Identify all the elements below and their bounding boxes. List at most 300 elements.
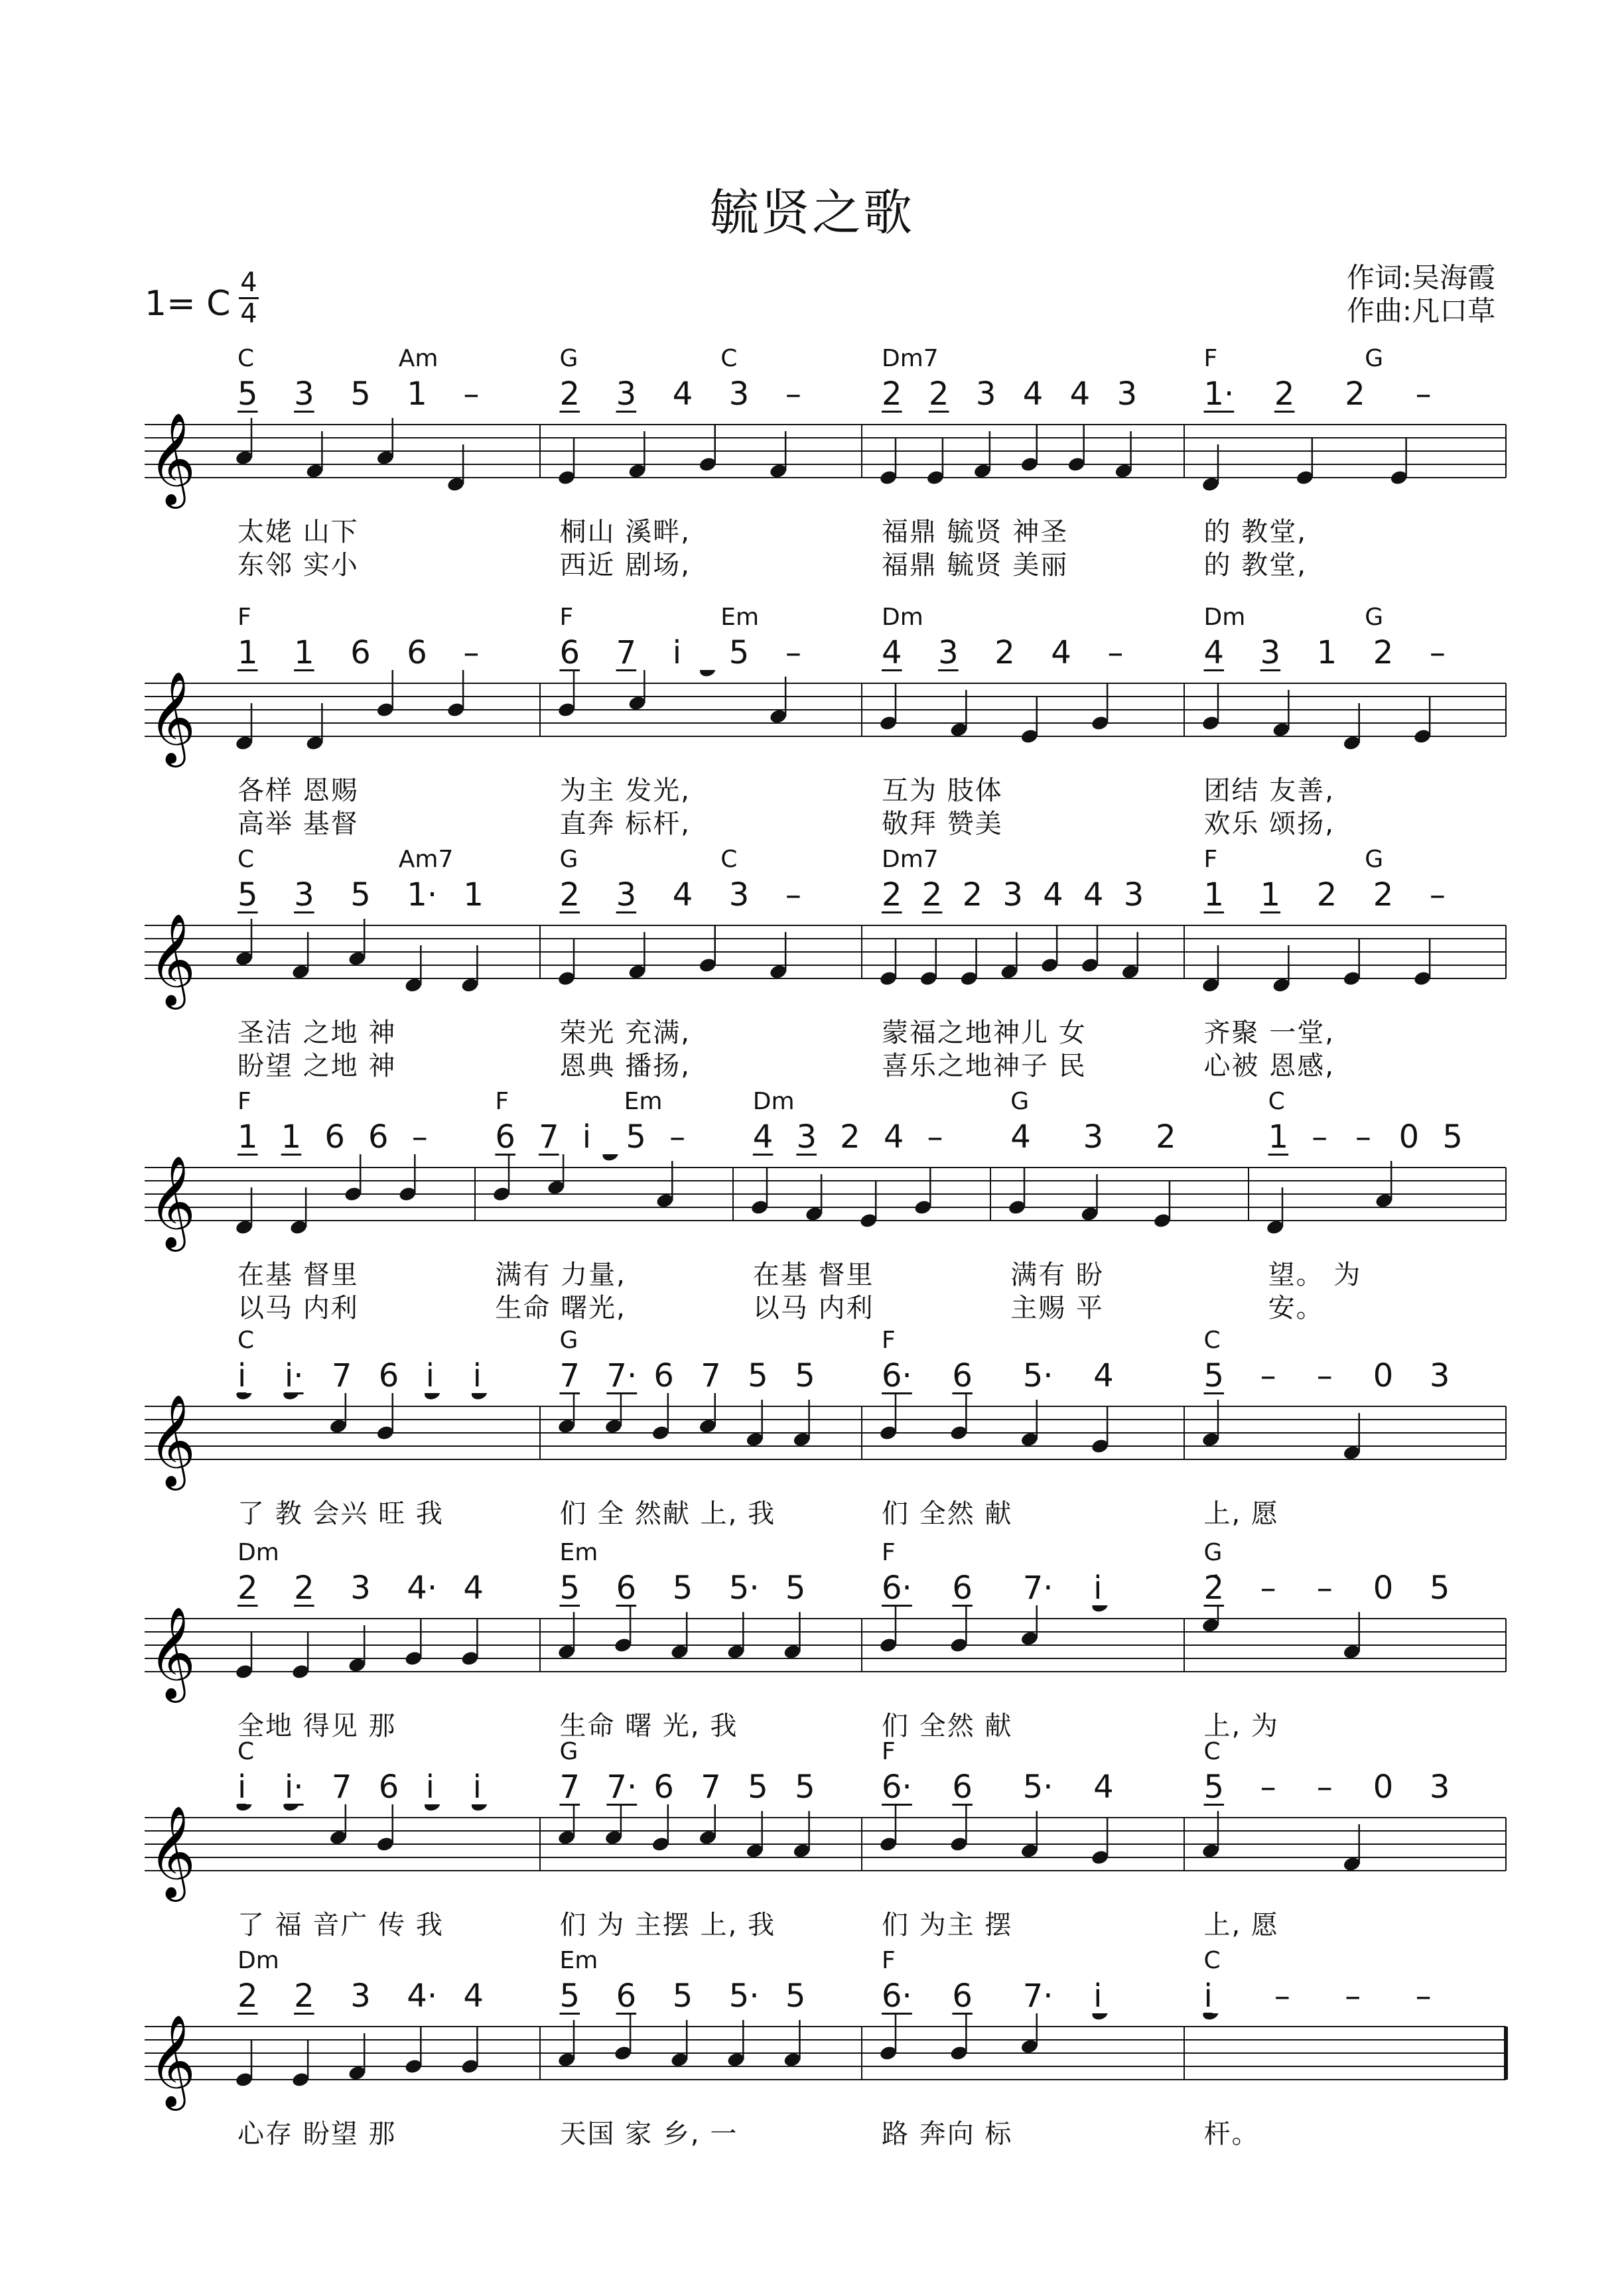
- jianpu-note: 6: [616, 1570, 637, 1607]
- jianpu-note: –: [1429, 876, 1446, 913]
- time-signature-bottom: 4: [239, 297, 259, 328]
- chord-row: [540, 1327, 862, 1356]
- staff-notes: [990, 1154, 1248, 1254]
- lyrics-verse-2: [990, 1287, 1248, 1323]
- jianpu-note: 4·: [407, 1977, 438, 2015]
- lyrics-verse-1: [1249, 1254, 1506, 1290]
- bar-line: [1504, 1605, 1508, 1705]
- lyric-text: 福鼎 毓贤 美丽: [882, 550, 1069, 580]
- chord-row: [1184, 1327, 1507, 1356]
- jianpu-note: 5·: [728, 1977, 760, 2015]
- jianpu-note: 7: [331, 1357, 352, 1394]
- jianpu-note: 2: [1373, 876, 1394, 913]
- jianpu-note: 3: [975, 375, 996, 413]
- measure: [540, 345, 862, 580]
- lyric-text: 荣光 充满,: [559, 1018, 691, 1048]
- jianpu-note: 6: [559, 634, 580, 671]
- time-signature: [239, 268, 259, 328]
- jianpu-note: –: [411, 1118, 428, 1156]
- lyrics-verse-2: [862, 803, 1184, 839]
- staff-notes: [540, 2013, 862, 2113]
- chord-symbol: Em: [559, 1539, 598, 1566]
- jianpu-note: i: [425, 1357, 435, 1394]
- lyric-text: 以马 内利: [237, 1293, 359, 1323]
- jianpu-note: 2: [1373, 634, 1394, 671]
- note-head: [1201, 2013, 1220, 2022]
- measure: [1184, 1327, 1507, 1546]
- chord-row: [540, 345, 862, 374]
- lyrics-verse-1: [1184, 1012, 1507, 1048]
- jianpu-note: 6: [952, 1570, 973, 1607]
- jianpu-row: [1184, 1570, 1507, 1609]
- chord-symbol: C: [720, 846, 738, 873]
- chord-row: [1249, 1088, 1506, 1117]
- jianpu-note: 4: [1051, 634, 1071, 671]
- jianpu-note: –: [1429, 634, 1446, 671]
- staff-notes: [540, 1804, 862, 1904]
- measure: [540, 604, 862, 839]
- lyrics-verse-1: [1184, 770, 1507, 806]
- lyrics-verse-2: [475, 1287, 732, 1323]
- jianpu-note: 3: [294, 876, 314, 913]
- lyric-text: 团结 友善,: [1203, 775, 1335, 806]
- lyric-text: 上, 愿: [1203, 1499, 1279, 1529]
- measure: [862, 1327, 1184, 1546]
- staff-notes: [862, 411, 1184, 511]
- jianpu-note: –: [463, 375, 480, 413]
- score-system: [0, 846, 1624, 1081]
- chord-symbol: Em: [559, 1947, 598, 1974]
- lyric-text: 满有 盼: [1010, 1260, 1104, 1290]
- note-head: [235, 1393, 254, 1402]
- chord-row: [1184, 1738, 1507, 1767]
- bar-line: [1504, 912, 1508, 1012]
- jianpu-note: 3: [350, 1570, 371, 1607]
- jianpu-note: 6·: [882, 1357, 912, 1394]
- chord-symbol: F: [1203, 345, 1218, 372]
- jianpu-row: [475, 1118, 732, 1158]
- jianpu-note: –: [1415, 375, 1432, 413]
- jianpu-note: 7: [539, 1118, 559, 1156]
- jianpu-note: 3: [1083, 1118, 1104, 1156]
- measure: [1249, 1088, 1506, 1323]
- jianpu-note: 6: [952, 1357, 973, 1394]
- chord-symbol: G: [1203, 1539, 1223, 1566]
- lyrics-verse-1: [733, 1254, 990, 1290]
- jianpu-note: 7·: [606, 1357, 638, 1394]
- jianpu-note: 6: [653, 1769, 674, 1806]
- jianpu-note: –: [463, 634, 480, 671]
- chord-symbol: F: [237, 1088, 251, 1115]
- chord-symbol: Am: [398, 345, 439, 372]
- measure: [540, 1327, 862, 1546]
- jianpu-note: 2: [1316, 876, 1337, 913]
- jianpu-note: 2: [559, 375, 580, 413]
- jianpu-row: [862, 1977, 1184, 2017]
- chord-row: [1184, 1947, 1507, 1976]
- chord-symbol: Dm: [752, 1088, 795, 1115]
- staff-notes: [540, 1605, 862, 1705]
- jianpu-note: 7: [331, 1769, 352, 1806]
- chord-row: [862, 345, 1184, 374]
- chord-row: [862, 1947, 1184, 1976]
- lyric-text: 东邻 实小: [237, 550, 359, 580]
- measure: [862, 345, 1184, 580]
- chord-symbol: F: [882, 1947, 896, 1974]
- jianpu-note: 2: [237, 1977, 258, 2015]
- jianpu-note: 4: [752, 1118, 774, 1156]
- jianpu-note: 6: [495, 1118, 515, 1156]
- measure: [1184, 345, 1507, 580]
- lyric-text: 了 教 会兴 旺 我: [237, 1499, 444, 1529]
- staff-notes: [862, 912, 1184, 1012]
- jianpu-note: 5: [1429, 1570, 1450, 1607]
- chord-row: [862, 846, 1184, 875]
- chord-symbol: F: [1203, 846, 1218, 873]
- lyric-text: 心被 恩感,: [1203, 1051, 1335, 1081]
- jianpu-note: 5: [1203, 1357, 1225, 1394]
- lyric-text: 望。 为: [1268, 1260, 1362, 1290]
- key-signature: 1= C: [145, 284, 231, 324]
- chord-row: [862, 1738, 1184, 1767]
- chord-row: [218, 345, 540, 374]
- lyrics-verse-1: [990, 1254, 1248, 1290]
- lyrics-verse-2: [862, 544, 1184, 580]
- jianpu-note: 7·: [1022, 1570, 1053, 1607]
- jianpu-note: i: [425, 1769, 435, 1806]
- jianpu-note: 4: [1022, 375, 1044, 413]
- chord-row: [218, 846, 540, 875]
- jianpu-row: [1184, 1769, 1507, 1808]
- jianpu-note: 5: [559, 1570, 580, 1607]
- staff-notes: [1184, 1393, 1506, 1493]
- jianpu-row: [1184, 1977, 1507, 2017]
- jianpu-row: [862, 1357, 1184, 1397]
- jianpu-note: i: [1093, 1977, 1103, 2015]
- measure: [218, 1738, 540, 1957]
- jianpu-row: [990, 1118, 1248, 1158]
- lyric-text: 的 教堂,: [1203, 550, 1307, 580]
- jianpu-note: 3: [350, 1977, 371, 2015]
- lyric-text: 以马 内利: [752, 1293, 874, 1323]
- measure: [218, 1088, 475, 1323]
- treble-clef-icon: 𝄞: [149, 1806, 196, 1898]
- staff-notes: [218, 2013, 539, 2113]
- score-system: [0, 1539, 1624, 1758]
- lyrics-verse-2: [1184, 803, 1507, 839]
- staff-notes: [1184, 2013, 1506, 2113]
- jianpu-note: 0: [1398, 1118, 1420, 1156]
- staff-notes: [218, 912, 539, 1012]
- jianpu-note: 2: [882, 375, 902, 413]
- lyrics-verse-1: [218, 1904, 540, 1940]
- lyric-text: 喜乐之地神子 民: [882, 1051, 1087, 1081]
- jianpu-note: i: [1093, 1570, 1103, 1607]
- chord-symbol: F: [882, 1738, 896, 1765]
- jianpu-note: 2: [237, 1570, 258, 1607]
- jianpu-row: [862, 1769, 1184, 1808]
- jianpu-note: 3: [1429, 1357, 1450, 1394]
- jianpu-note: 6: [378, 1357, 399, 1394]
- jianpu-note: –: [1345, 1977, 1361, 2015]
- jianpu-note: 2: [1345, 375, 1365, 413]
- jianpu-row: [1184, 1357, 1507, 1397]
- jianpu-note: 7: [701, 1357, 721, 1394]
- jianpu-note: 7·: [606, 1769, 638, 1806]
- jianpu-note: 2: [882, 876, 902, 913]
- jianpu-note: 5: [748, 1357, 768, 1394]
- treble-clef-icon: 𝄞: [149, 2015, 196, 2107]
- chord-row: [218, 1327, 540, 1356]
- chord-row: [540, 846, 862, 875]
- treble-clef-icon: 𝄞: [149, 913, 196, 1006]
- lyric-text: 们 全然 献: [882, 1499, 1013, 1529]
- staff-notes: [1184, 411, 1506, 511]
- jianpu-note: –: [1260, 1570, 1276, 1607]
- chord-row: [218, 1738, 540, 1767]
- lyric-text: 天国 家 乡, 一: [559, 2119, 738, 2149]
- chord-symbol: Em: [624, 1088, 663, 1115]
- lyric-text: 恩典 播扬,: [559, 1051, 691, 1081]
- chord-row: [862, 1539, 1184, 1568]
- jianpu-note: 4: [1093, 1357, 1114, 1394]
- jianpu-note: 3: [728, 876, 750, 913]
- chord-row: [540, 1539, 862, 1568]
- staff-notes: [540, 912, 862, 1012]
- jianpu-note: i: [472, 1357, 482, 1394]
- chord-symbol: C: [1268, 1088, 1285, 1115]
- lyric-text: 高举 基督: [237, 809, 359, 839]
- chord-symbol: Em: [720, 604, 760, 631]
- lyrics-verse-1: [862, 770, 1184, 806]
- lyric-text: 们 为 主摆 上, 我: [559, 1910, 776, 1940]
- bar-line: [1504, 1804, 1508, 1904]
- lyric-text: 满有 力量,: [495, 1260, 626, 1290]
- lyrics-verse-1: [1184, 1904, 1507, 1940]
- treble-clef-icon: 𝄞: [149, 1394, 196, 1487]
- staff-notes: [862, 1393, 1184, 1493]
- chord-symbol: G: [1365, 345, 1384, 372]
- jianpu-note: 2: [1274, 375, 1295, 413]
- treble-clef-icon: 𝄞: [149, 1156, 196, 1248]
- jianpu-note: 1: [237, 634, 258, 671]
- jianpu-note: 1·: [1203, 375, 1235, 413]
- chord-row: [218, 1539, 540, 1568]
- measure: [1184, 846, 1507, 1081]
- jianpu-note: 4: [463, 1977, 484, 2015]
- jianpu-row: [540, 1357, 862, 1397]
- chord-row: [1184, 604, 1507, 633]
- lyrics-verse-1: [862, 1904, 1184, 1940]
- time-signature-top: 4: [240, 267, 257, 298]
- measure: [862, 1738, 1184, 1957]
- lyric-text: 蒙福之地神儿 女: [882, 1018, 1087, 1048]
- lyrics-verse-2: [1249, 1287, 1506, 1323]
- chord-symbol: Dm: [882, 604, 923, 631]
- staff-notes: [540, 670, 862, 770]
- jianpu-note: 3: [1116, 375, 1138, 413]
- jianpu-note: 4: [1093, 1769, 1114, 1806]
- measure: [862, 846, 1184, 1081]
- note-head: [1091, 2013, 1110, 2022]
- lyric-text: 福鼎 毓贤 神圣: [882, 517, 1069, 547]
- jianpu-note: 5: [1203, 1769, 1225, 1806]
- lyrics-verse-2: [218, 803, 540, 839]
- lyric-text: 全地 得见 那: [237, 1711, 397, 1741]
- chord-symbol: F: [882, 1539, 896, 1566]
- lyric-text: 生命 曙光,: [495, 1293, 626, 1323]
- jianpu-row: [218, 1118, 475, 1158]
- measure: [218, 1947, 540, 2166]
- lyric-text: 互为 肢体: [882, 775, 1003, 806]
- lyric-text: 齐聚 一堂,: [1203, 1018, 1335, 1048]
- lyric-text: 们 全 然献 上, 我: [559, 1499, 776, 1529]
- jianpu-row: [218, 1977, 540, 2017]
- lyrics-verse-1: [218, 511, 540, 547]
- jianpu-note: i: [472, 1769, 482, 1806]
- jianpu-note: 2: [840, 1118, 860, 1156]
- jianpu-note: 2̇: [1203, 1570, 1225, 1607]
- bar-line: [1504, 411, 1508, 511]
- chord-row: [733, 1088, 990, 1117]
- measure: [218, 345, 540, 580]
- jianpu-note: –: [927, 1118, 943, 1156]
- jianpu-note: 3: [1429, 1769, 1450, 1806]
- chord-row: [218, 1088, 475, 1117]
- jianpu-note: 3: [616, 876, 637, 913]
- lyrics-verse-2: [218, 544, 540, 580]
- jianpu-note: 7: [616, 634, 637, 671]
- jianpu-row: [1184, 876, 1507, 916]
- lyric-text: 太姥 山下: [237, 517, 359, 547]
- lyrics-verse-1: [540, 1493, 862, 1529]
- chord-row: [862, 604, 1184, 633]
- composer-credit: 作曲:凡口草: [1347, 295, 1496, 327]
- note-head: [282, 1393, 301, 1402]
- note-head: [235, 1804, 254, 1813]
- score-system: [0, 1738, 1624, 1957]
- lyrics-verse-1: [862, 1493, 1184, 1529]
- lyrics-verse-1: [218, 1705, 540, 1741]
- lyric-text: 西近 剧场,: [559, 550, 691, 580]
- jianpu-note: –: [1260, 1769, 1276, 1806]
- lyric-text: 在基 督里: [752, 1260, 874, 1290]
- staff-notes: [540, 411, 862, 511]
- jianpu-note: –: [1415, 1977, 1432, 2015]
- chord-symbol: C: [1203, 1738, 1221, 1765]
- chord-symbol: F: [495, 1088, 509, 1115]
- lyric-text: 在基 督里: [237, 1260, 359, 1290]
- jianpu-note: 3: [728, 375, 750, 413]
- song-title: 毓贤之歌: [710, 184, 914, 241]
- staff-notes: [218, 1393, 539, 1493]
- jianpu-note: 4·: [407, 1570, 438, 1607]
- jianpu-note: 4: [1043, 876, 1063, 913]
- staff-notes: [218, 411, 539, 511]
- lyrics-verse-1: [218, 1493, 540, 1529]
- jianpu-note: 0: [1373, 1357, 1394, 1394]
- jianpu-note: 6: [952, 1977, 973, 2015]
- score-system: [0, 1947, 1624, 2166]
- jianpu-note: 5·: [728, 1570, 760, 1607]
- chord-row: [218, 1947, 540, 1976]
- jianpu-note: –: [1312, 1118, 1328, 1156]
- jianpu-row: [540, 876, 862, 916]
- note-head: [470, 1393, 489, 1402]
- chord-symbol: G: [1365, 604, 1384, 631]
- lyrics-verse-1: [540, 2113, 862, 2149]
- note-head: [1091, 1605, 1110, 1614]
- jianpu-note: 4: [672, 375, 693, 413]
- score-system: [0, 345, 1624, 580]
- note-head: [423, 1393, 442, 1402]
- staff-notes: [218, 670, 539, 770]
- jianpu-row: [1249, 1118, 1506, 1158]
- jianpu-note: 2: [928, 375, 949, 413]
- measure: [540, 1738, 862, 1957]
- staff-notes: [862, 670, 1184, 770]
- jianpu-note: 1: [237, 1118, 258, 1156]
- measure: [218, 846, 540, 1081]
- jianpu-note: 5: [785, 1977, 806, 2015]
- jianpu-row: [218, 876, 540, 916]
- jianpu-note: 5: [672, 1977, 693, 2015]
- lyric-text: 安。: [1268, 1293, 1324, 1323]
- jianpu-note: 3: [1260, 634, 1281, 671]
- chord-row: [1184, 1539, 1507, 1568]
- bar-line: [1504, 2013, 1508, 2113]
- measure: [540, 1539, 862, 1758]
- lyric-text: 欢乐 颂扬,: [1203, 809, 1335, 839]
- chord-symbol: Dm7: [882, 345, 939, 372]
- jianpu-note: 5: [626, 1118, 646, 1156]
- jianpu-note: –: [1260, 1357, 1276, 1394]
- lyric-text: 了 福 音广 传 我: [237, 1910, 444, 1940]
- chord-symbol: Dm: [237, 1539, 279, 1566]
- jianpu-note: 6: [368, 1118, 389, 1156]
- lyrics-verse-2: [1184, 544, 1507, 580]
- chord-symbol: F: [559, 604, 574, 631]
- lyric-text: 上, 为: [1203, 1711, 1279, 1741]
- jianpu-row: [218, 634, 540, 674]
- lyrics-verse-1: [540, 770, 862, 806]
- chord-symbol: C: [237, 1327, 255, 1354]
- measure: [862, 1539, 1184, 1758]
- lyrics-verse-2: [218, 1287, 475, 1323]
- jianpu-note: –: [1316, 1570, 1333, 1607]
- jianpu-row: [862, 634, 1184, 674]
- lyrics-verse-2: [540, 803, 862, 839]
- jianpu-note: 5·: [1022, 1769, 1053, 1806]
- lyrics-verse-1: [218, 770, 540, 806]
- jianpu-note: 1: [407, 375, 427, 413]
- jianpu-note: 6: [407, 634, 427, 671]
- jianpu-note: 3: [1002, 876, 1023, 913]
- jianpu-note: –: [785, 375, 801, 413]
- jianpu-row: [1184, 375, 1507, 415]
- staff-notes: [862, 2013, 1184, 2113]
- jianpu-note: 6: [378, 1769, 399, 1806]
- jianpu-note: 2: [1156, 1118, 1176, 1156]
- jianpu-note: 5: [237, 876, 258, 913]
- lyric-text: 上, 愿: [1203, 1910, 1279, 1940]
- measure: [990, 1088, 1248, 1323]
- jianpu-row: [540, 1570, 862, 1609]
- jianpu-row: [218, 1357, 540, 1397]
- jianpu-note: 1: [1203, 876, 1225, 913]
- jianpu-note: i: [672, 634, 682, 671]
- jianpu-note: –: [669, 1118, 686, 1156]
